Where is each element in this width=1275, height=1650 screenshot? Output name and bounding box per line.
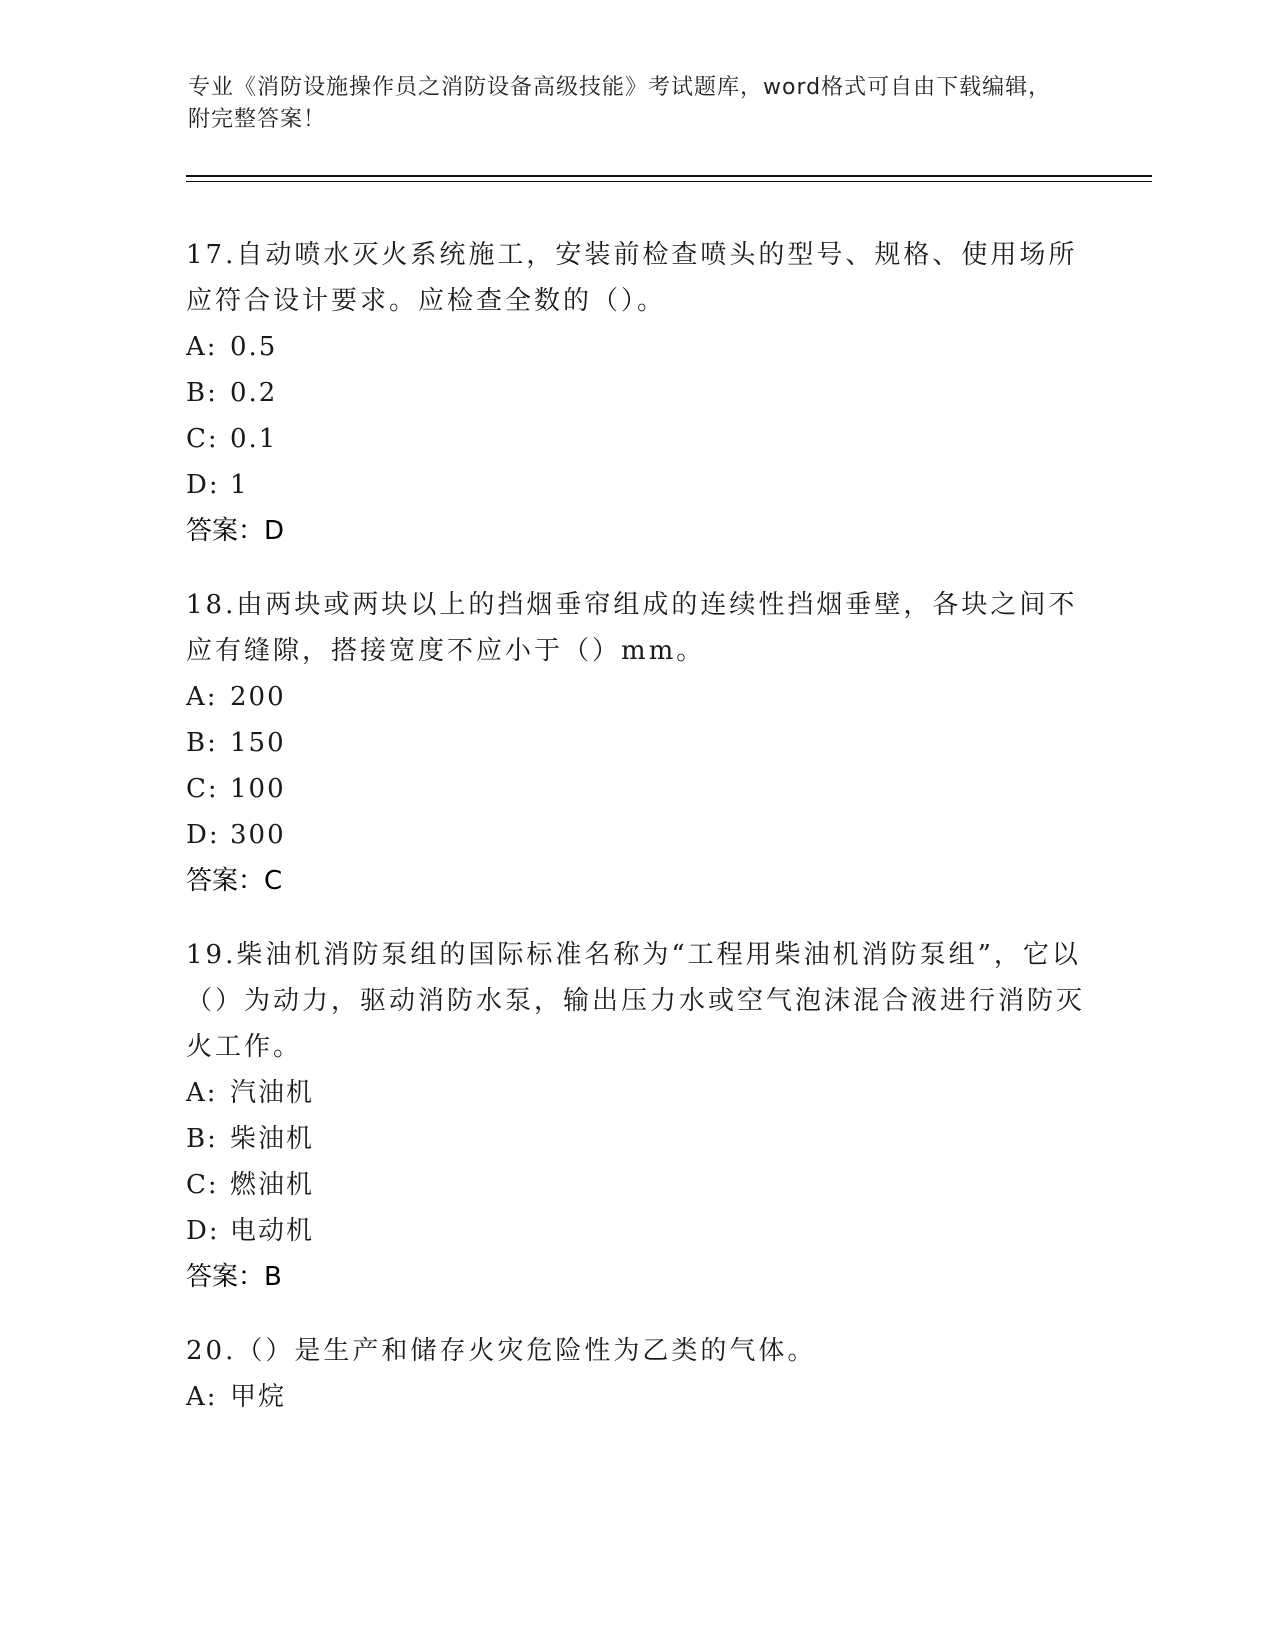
option-label: B: xyxy=(186,728,218,758)
option-d xyxy=(186,462,1086,508)
option-text: 0.5 xyxy=(230,332,278,362)
answer-line: 答案：B xyxy=(186,1262,282,1292)
question-stem: 19.柴油机消防泵组的国际标准名称为“工程用柴油机消防泵组”，它以（）为动力，驱动消防水泵，输出压力水或空气泡沫混合液进行消防灭火工作。 xyxy=(186,940,1086,1062)
answer-line: 答案：D xyxy=(186,516,285,546)
option-text: 1 xyxy=(230,470,249,500)
question-17 xyxy=(186,232,1086,554)
option-a xyxy=(186,324,1086,370)
question-20 xyxy=(186,1328,1086,1420)
option-d xyxy=(186,812,1086,858)
question-stem: 17.自动喷水灭火系统施工，安装前检查喷头的型号、规格、使用场所应符合设计要求。应检查全数的（）。 xyxy=(186,240,1078,316)
option-b xyxy=(186,370,1086,416)
option-text: 0.2 xyxy=(230,378,278,408)
answer-line: 答案：C xyxy=(186,866,283,896)
option-label: C: xyxy=(186,424,219,454)
option-text: 甲烷 xyxy=(230,1382,287,1412)
document-header: 专业《消防设施操作员之消防设备高级技能》考试题库，word格式可自由下载编辑，附完整答案！ xyxy=(188,75,1052,132)
option-d xyxy=(186,1208,1086,1254)
option-label: C: xyxy=(186,1170,219,1200)
option-a xyxy=(186,1070,1086,1116)
header-divider-thick xyxy=(186,175,1152,177)
option-b xyxy=(186,720,1086,766)
option-b xyxy=(186,1116,1086,1162)
option-text: 150 xyxy=(230,728,286,758)
option-text: 电动机 xyxy=(230,1216,315,1246)
question-18 xyxy=(186,582,1086,904)
option-label: A: xyxy=(186,1382,218,1412)
option-label: D: xyxy=(186,1216,220,1246)
option-a xyxy=(186,674,1086,720)
option-c xyxy=(186,1162,1086,1208)
option-label: D: xyxy=(186,470,220,500)
option-text: 300 xyxy=(230,820,286,850)
option-label: A: xyxy=(186,682,218,712)
question-stem: 18.由两块或两块以上的挡烟垂帘组成的连续性挡烟垂壁，各块之间不应有缝隙，搭接宽度不应小于（）mm。 xyxy=(186,590,1078,666)
option-label: C: xyxy=(186,774,219,804)
question-stem: 20.（）是生产和储存火灾危险性为乙类的气体。 xyxy=(186,1336,817,1366)
option-label: B: xyxy=(186,1124,218,1154)
header-divider-thin xyxy=(186,181,1152,182)
option-text: 柴油机 xyxy=(230,1124,315,1154)
question-19 xyxy=(186,932,1086,1300)
option-text: 燃油机 xyxy=(230,1170,315,1200)
option-c xyxy=(186,766,1086,812)
option-label: A: xyxy=(186,332,218,362)
option-text: 200 xyxy=(230,682,286,712)
question-list xyxy=(186,232,1086,1448)
option-text: 100 xyxy=(230,774,286,804)
option-a xyxy=(186,1374,1086,1420)
option-text: 0.1 xyxy=(230,424,278,454)
option-label: A: xyxy=(186,1078,218,1108)
option-c xyxy=(186,416,1086,462)
option-label: D: xyxy=(186,820,220,850)
option-label: B: xyxy=(186,378,218,408)
option-text: 汽油机 xyxy=(230,1078,315,1108)
